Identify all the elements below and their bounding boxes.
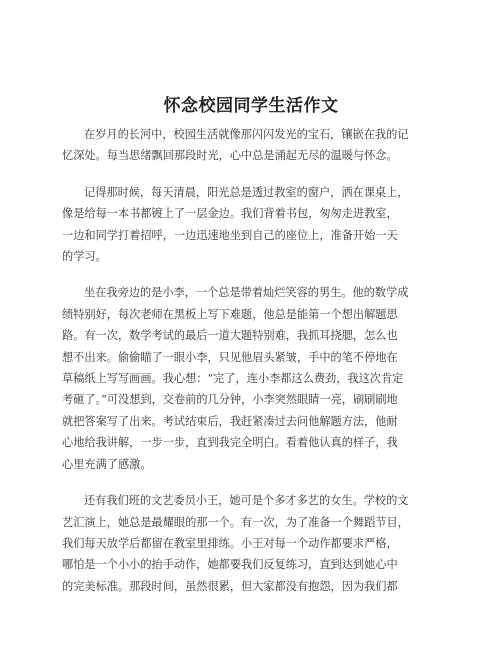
text-line: 记得那时候，每天清晨，阳光总是透过教室的窗户，洒在课桌上， [84, 185, 409, 199]
text-line: 草稿纸上写写画画。我心想：“完了，连小李都这么费劲，我这次肯定 [62, 372, 404, 386]
text-line: 一边和同学打着招呼，一边迅速地坐到自己的座位上，准备开始一天 [62, 228, 398, 242]
text-line: 像是给每一本书都镀上了一层金边。我们背着书包，匆匆走进教室， [62, 207, 398, 221]
paragraph-4 [62, 490, 462, 597]
text-line: 路。有一次，数学考试的最后一道大题特别难，我抓耳挠腮，怎么也 [62, 329, 398, 343]
paragraph-3 [62, 282, 462, 475]
text-line: 艺汇演上，她总是最耀眼的那一个。有一次，为了准备一个舞蹈节目， [62, 515, 409, 529]
text-line: 的学习。 [62, 250, 107, 264]
paragraph-2 [62, 182, 462, 268]
text-line: 心地给我讲解，一步一步，直到我完全明白。看着他认真的样子，我 [62, 436, 398, 450]
essay-body [62, 124, 462, 612]
text-line: 忆深处。每当思绪飘回那段时光，心中总是涌起无尽的温暖与怀念。 [62, 149, 398, 163]
text-line: 在岁月的长河中，校园生活就像那闪闪发光的宝石，镶嵌在我的记 [84, 128, 409, 141]
paragraph-1 [62, 124, 462, 167]
text-line: 绩特别好，每次老师在黑板上写下难题，他总是能第一个想出解题思 [62, 307, 398, 321]
text-line: 坐在我旁边的是小李，一个总是带着灿烂笑容的男生。他的数学成 [84, 286, 409, 300]
text-line: 心里充满了感激。 [62, 457, 152, 471]
text-line: 想不出来。偷偷瞄了一眼小李，只见他眉头紧皱，手中的笔不停地在 [62, 350, 398, 364]
text-line: 考砸了。”可没想到，交卷前的几分钟，小李突然眼睛一亮，刷刷刷地 [62, 393, 398, 407]
text-line: 我们每天放学后都留在教室里排练。小王对每一个动作都要求严格， [62, 536, 398, 550]
text-line: 还有我们班的文艺委员小王，她可是个多才多艺的女生。学校的文 [84, 494, 409, 508]
text-line: 的完美标准。那段时间，虽然很累，但大家都没有抱怨，因为我们都 [62, 579, 398, 593]
text-line: 就把答案写了出来。考试结束后，我赶紧凑过去问他解题方法，他耐 [62, 414, 398, 428]
page-title: 怀念校园同学生活作文 [163, 96, 339, 116]
text-line: 哪怕是一个小小的抬手动作，她都要我们反复练习，直到达到她心中 [62, 558, 398, 572]
